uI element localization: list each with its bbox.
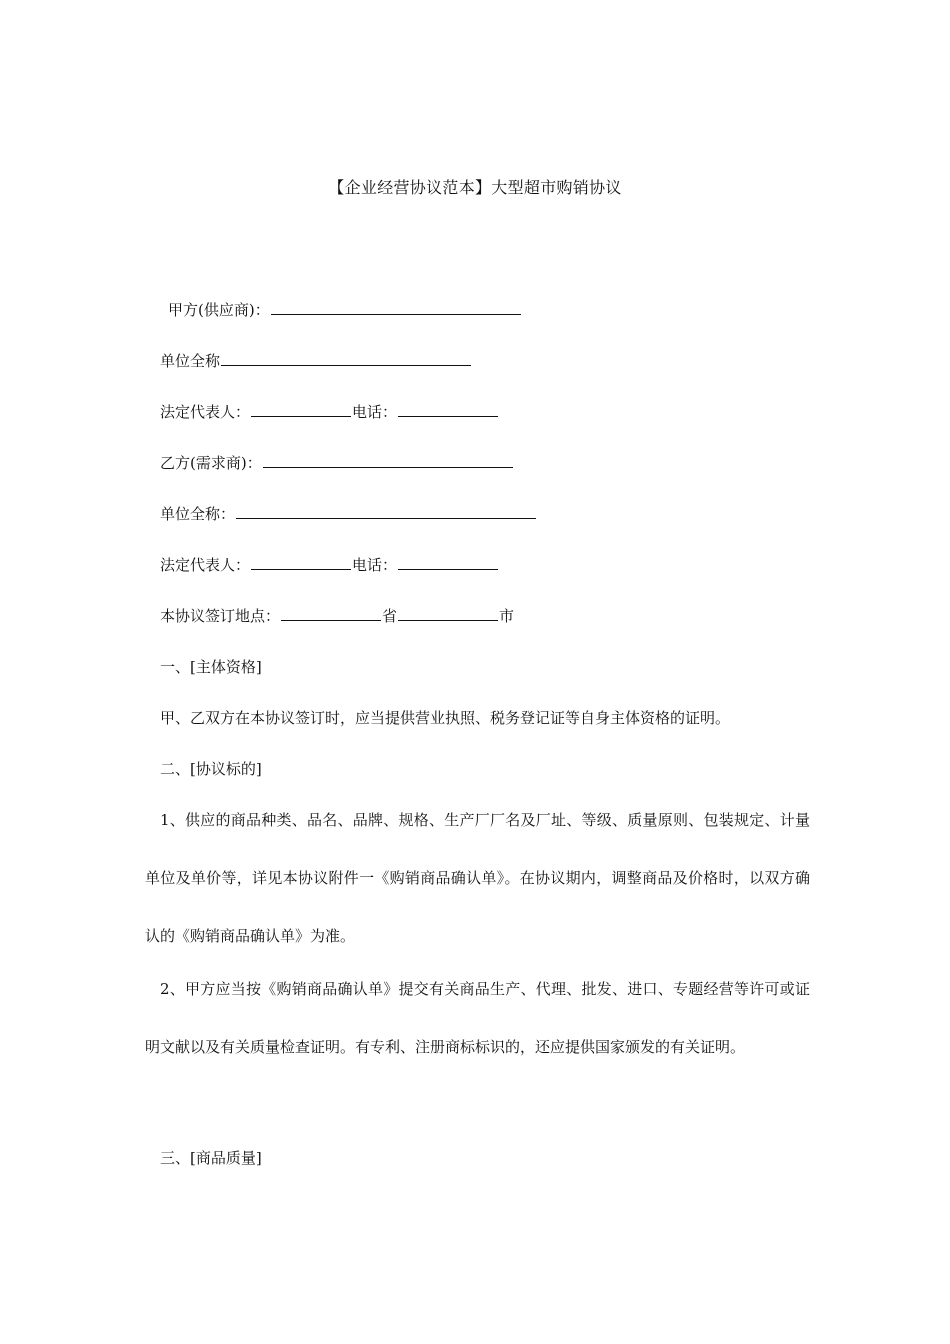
- party-b-phone-blank[interactable]: [398, 555, 498, 570]
- party-b-phone-label: 电话：: [352, 556, 398, 574]
- party-a-rep-label: 法定代表人：: [160, 403, 251, 421]
- party-b-rep-label: 法定代表人：: [160, 556, 251, 574]
- province-label: 省: [382, 607, 398, 625]
- party-a-phone-label: 电话：: [352, 403, 398, 421]
- party-a-rep-line: [160, 402, 499, 422]
- party-b-rep-blank[interactable]: [251, 555, 351, 570]
- party-a-unit-blank[interactable]: [221, 351, 471, 366]
- document-title: 【企业经营协议范本】大型超市购销协议: [328, 178, 622, 197]
- party-a-unit-line: [160, 351, 472, 371]
- party-b-unit-line: [160, 504, 537, 524]
- section-2-heading: 二、[协议标的]: [160, 760, 262, 778]
- party-b-unit-label: 单位全称：: [160, 505, 236, 523]
- party-b-blank[interactable]: [263, 453, 513, 468]
- party-b-rep-line: [160, 555, 499, 575]
- section-2-paragraph-1: 1、供应的商品种类、品名、品牌、规格、生产厂厂名及厂址、等级、质量原则、包装规定、计量单位及单价等，详见本协议附件一《购销商品确认单》。在协议期内，调整商品及价格时，以双方确认的《购销商品确认单》为准。: [145, 811, 810, 945]
- party-b-line: [160, 453, 514, 473]
- party-a-rep-blank[interactable]: [251, 402, 351, 417]
- location-label: 本协议签订地点：: [160, 607, 281, 625]
- party-a-line: [168, 300, 522, 320]
- party-a-unit-label: 单位全称: [160, 352, 221, 370]
- party-a-phone-blank[interactable]: [398, 402, 498, 417]
- section-1-text: 甲、乙双方在本协议签订时，应当提供营业执照、税务登记证等自身主体资格的证明。: [160, 709, 731, 727]
- province-blank[interactable]: [281, 606, 381, 621]
- section-2-paragraph-2: 2、甲方应当按《购销商品确认单》提交有关商品生产、代理、批发、进口、专题经营等许可或证明文献以及有关质量检查证明。有专利、注册商标标识的，还应提供国家颁发的有关证明。: [145, 980, 810, 1056]
- city-blank[interactable]: [398, 606, 498, 621]
- section-3-heading: 三、[商品质量]: [160, 1149, 262, 1167]
- location-line: [160, 606, 514, 626]
- party-b-unit-blank[interactable]: [236, 504, 536, 519]
- section-1-heading: 一、[主体资格]: [160, 658, 262, 676]
- party-a-blank[interactable]: [271, 300, 521, 315]
- party-b-label: 乙方(需求商)：: [160, 454, 262, 472]
- party-a-label: 甲方(供应商)：: [168, 301, 270, 319]
- city-label: 市: [499, 607, 515, 625]
